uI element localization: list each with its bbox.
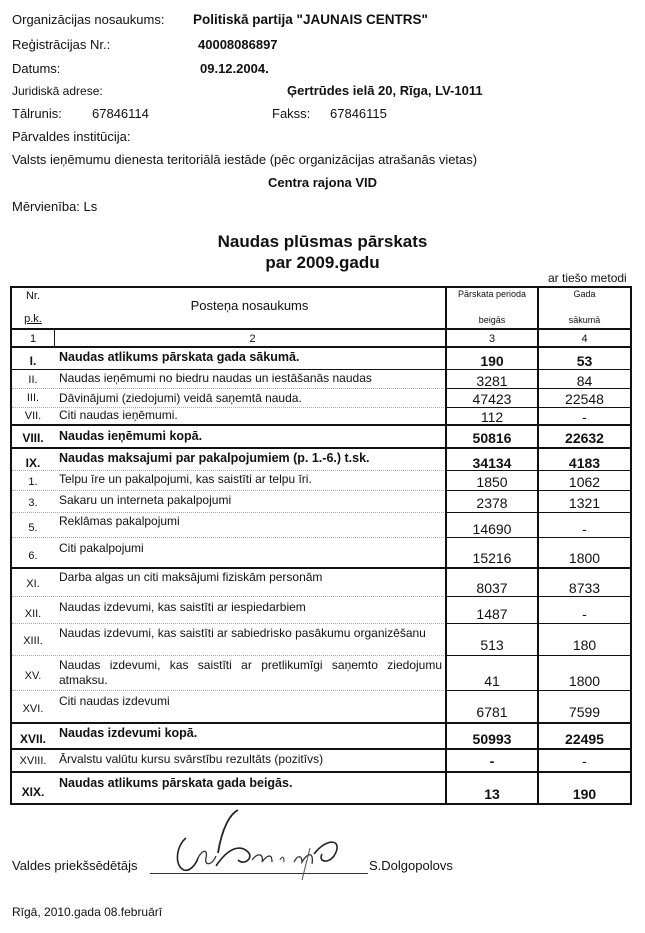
table-row: IX. Naudas maksajumi par pakalpojumiem (p. 1.-6.) t.sk. 34134 4183 xyxy=(12,447,630,472)
table-row: XVII. Naudas izdevumi kopā. 50993 22495 xyxy=(12,722,630,750)
table-row: I. Naudas atlikums pārskata gada sākumā. 190 53 xyxy=(12,346,630,371)
table-row: XVIII. Ārvalstu valūtu kursu svārstību rezultāts (pozitīvs) - - xyxy=(12,748,630,773)
row-xv-text: Naudas izdevumi, kas saistīti ar pretlikumīgi saņemto ziedojumu atmaksu. xyxy=(59,658,442,687)
table-row: XIX. Naudas atlikums pārskata gada beigās. 13 190 xyxy=(12,771,630,805)
org-name-value: Politiskā partija "JAUNAIS CENTRS" xyxy=(193,12,428,27)
table-row: XIII. Naudas izdevumi, kas saistīti ar sabiedrisko pasākumu organizēšanu 513 180 xyxy=(12,623,630,656)
authority-label: Pārvaldes institūcija: xyxy=(12,129,131,144)
table-row: XII. Naudas izdevumi, kas saistīti ar iespiedarbiem 1487 - xyxy=(12,596,630,624)
table-row: XVI. Citi naudas izdevumi 6781 7599 xyxy=(12,690,630,723)
place-date: Rīgā, 2010.gada 08.februārī xyxy=(12,905,163,919)
header-period-end: Pārskata perioda beigās xyxy=(445,288,537,330)
table-index-row: 1 2 3 4 xyxy=(12,328,630,348)
date-value: 09.12.2004. xyxy=(200,61,269,76)
table-row: III. Dāvinājumi (ziedojumi) veidā saņemtā nauda. 47423 22548 xyxy=(12,388,630,408)
reg-label: Reģistrācijas Nr.: xyxy=(12,37,111,52)
table-header-row xyxy=(12,288,630,330)
authority-description: Valsts ieņēmumu dienesta teritoriālā iestāde (pēc organizācijas atrašanās vietas) xyxy=(12,152,478,167)
table-row: XV. Naudas izdevumi, kas saistīti ar pretlikumīgi saņemto ziedojumu atmaksu. 41 1800 xyxy=(12,655,630,691)
unit-label: Mērvienība: Ls xyxy=(12,199,98,214)
signer-title: Valdes priekšsēdētājs xyxy=(12,858,138,873)
divider xyxy=(445,512,630,513)
table-row: VIII. Naudas ieņēmumi kopā. 50816 22632 xyxy=(12,424,630,449)
table-row: XI. Darba algas un citi maksājumi fiziskām personām 8037 8733 xyxy=(12,567,630,598)
table-row: 6. Citi pakalpojumi 15216 1800 xyxy=(12,537,630,568)
header-name: Posteņa nosaukums xyxy=(190,298,309,313)
table-row: 5. Reklāmas pakalpojumi 14690 - xyxy=(12,512,630,538)
fax-value: 67846115 xyxy=(330,106,387,121)
phone-value: 67846114 xyxy=(92,106,149,121)
table-row: II. Naudas ieņēmumi no biedru naudas un iestāšanās naudas 3281 84 xyxy=(12,369,630,389)
divider xyxy=(445,596,630,597)
divider xyxy=(445,470,630,471)
table-row: 1. Telpu īre un pakalpojumi, kas saistīti ar telpu īri. 1850 1062 xyxy=(12,470,630,491)
header-nr: Nr. p.k. xyxy=(24,290,42,325)
date-label: Datums: xyxy=(12,61,61,76)
table-row: 3. Sakaru un interneta pakalpojumi 2378 1321 xyxy=(12,490,630,513)
cash-flow-table xyxy=(10,286,632,805)
divider xyxy=(445,537,630,538)
reg-value: 40008086897 xyxy=(198,37,278,52)
header-year-start: Gada sākumā xyxy=(537,288,630,330)
address-value: Ģertrūdes ielā 20, Rīga, LV-1011 xyxy=(287,83,483,98)
divider xyxy=(445,490,630,491)
fax-label: Fakss: xyxy=(272,106,311,121)
divider xyxy=(445,623,630,624)
divider xyxy=(445,655,630,656)
org-name-label: Organizācijas nosaukums: xyxy=(12,12,165,27)
authority-value: Centra rajona VID xyxy=(267,175,378,190)
signature-icon xyxy=(168,808,368,883)
phone-label: Tālrunis: xyxy=(12,106,62,121)
signer-name: S.Dolgopolovs xyxy=(369,858,453,873)
report-method: ar tiešo metodi xyxy=(548,271,627,285)
divider xyxy=(445,388,630,389)
report-subtitle: par 2009.gadu xyxy=(265,253,380,272)
address-label: Juridiskā adrese: xyxy=(12,84,103,98)
divider xyxy=(445,407,630,408)
report-title: Naudas plūsmas pārskats xyxy=(217,232,428,251)
divider xyxy=(445,690,630,691)
table-row: VII. Citi naudas ieņēmumi. 112 - xyxy=(12,407,630,425)
